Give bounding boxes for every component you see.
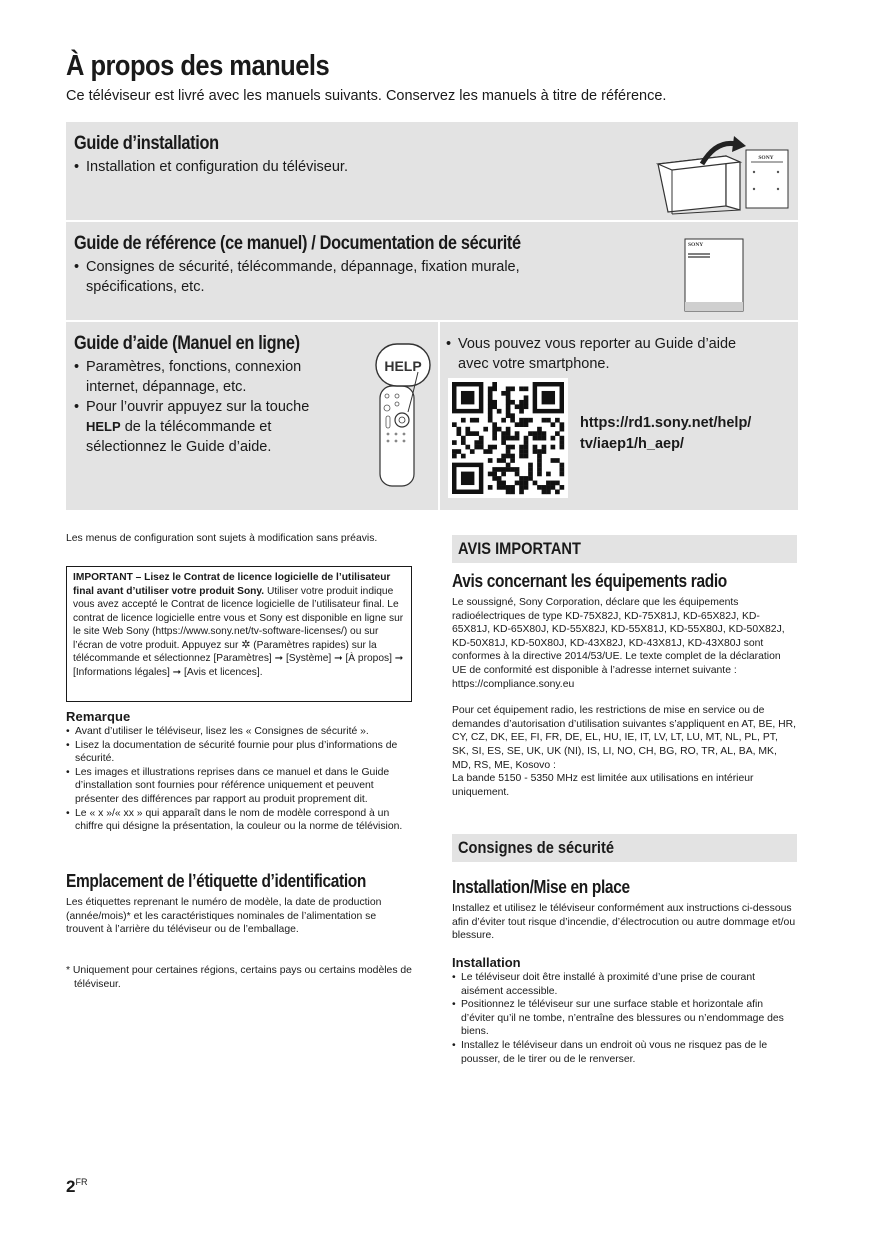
qr-module (528, 472, 533, 477)
qr-module (551, 422, 556, 427)
qr-module (506, 386, 511, 391)
guide-aide-bullet-2-line1: Pour l’ouvrir appuyez sur la touche (86, 399, 310, 415)
qr-module (483, 427, 488, 432)
qr-module (479, 440, 484, 445)
qr-module (506, 427, 511, 432)
qr-module (506, 467, 511, 472)
guide-aide-title: Guide d’aide (Manuel en ligne) (74, 333, 300, 354)
qr-module (560, 440, 565, 445)
qr-module (515, 431, 520, 436)
smartphone-text (446, 334, 786, 374)
remarque-list (66, 725, 412, 834)
install-title: Installation/Mise en place (452, 877, 630, 897)
qr-module (506, 404, 511, 409)
qr-module (497, 427, 502, 432)
qr-module (542, 431, 547, 436)
qr-module (515, 481, 520, 486)
help-key-label: HELP (86, 419, 121, 434)
remarque-item: • Lisez la documentation de sécurité fournie pour plus d’informations de sécurité. (66, 739, 412, 766)
qr-module (519, 476, 524, 481)
qr-module (456, 431, 461, 436)
qr-module (474, 440, 479, 445)
qr-module (519, 454, 524, 459)
qr-module (497, 409, 502, 414)
qr-module (524, 485, 529, 490)
qr-module (497, 485, 502, 490)
qr-module (542, 418, 547, 423)
qr-module (470, 449, 475, 454)
qr-module (479, 436, 484, 441)
install-item: • Le téléviseur doit être installé à proximité d’une prise de courant aisément accessible. (452, 971, 797, 998)
qr-module (497, 458, 502, 463)
qr-module (506, 436, 511, 441)
qr-module (519, 485, 524, 490)
etiquette-text: Les étiquettes reprenant le numéro de modèle, la date de production (année/mois)* et les caractéristiques nominales de l’alimentation se trouvent à l’arrière du téléviseur ou de l’emballage. (66, 897, 382, 936)
qr-module (465, 431, 470, 436)
qr-module (510, 458, 515, 463)
qr-module (533, 436, 538, 441)
radio-paragraph-3: La bande 5150 - 5350 MHz est limitée aux utilisations en intérieur uniquement. (452, 773, 754, 798)
qr-module (560, 467, 565, 472)
qr-module (528, 476, 533, 481)
qr-module (546, 472, 551, 477)
qr-module (452, 449, 457, 454)
manual-booklet-icon (684, 238, 746, 314)
guide-installation-brand: SONY (758, 155, 774, 161)
page-number (66, 1177, 87, 1197)
qr-module (506, 485, 511, 490)
qr-module (506, 400, 511, 405)
qr-module (515, 436, 520, 441)
etiquette-footnote: * Uniquement pour certaines régions, certains pays ou certains modèles de téléviseur. (66, 965, 412, 990)
qr-module (537, 454, 542, 459)
qr-module (560, 485, 565, 490)
page-number-value: 2 (66, 1177, 76, 1196)
radio-title: Avis concernant les équipements radio (452, 571, 727, 591)
qr-module (524, 440, 529, 445)
qr-module (519, 490, 524, 495)
qr-module (501, 481, 506, 486)
qr-module (555, 490, 560, 495)
avis-important-header (452, 535, 797, 563)
guide-installation-title: Guide d’installation (74, 133, 219, 154)
qr-module (488, 458, 493, 463)
qr-module (542, 445, 547, 450)
arrow-right-icon: ➞ (394, 653, 404, 664)
qr-module (506, 463, 511, 468)
guide-aide-bullet-2-line3: sélectionnez le Guide d’aide. (86, 439, 272, 455)
qr-module (488, 449, 493, 454)
qr-module (456, 427, 461, 432)
qr-module (560, 427, 565, 432)
guide-reference-bullet-line2: spécifications, etc. (86, 279, 205, 295)
qr-module (497, 476, 502, 481)
qr-module (560, 436, 565, 441)
qr-module (515, 404, 520, 409)
qr-module (452, 422, 457, 427)
radio-text (452, 596, 797, 799)
qr-module (465, 427, 470, 432)
guide-aide-bullet-1-line2: internet, dépannage, etc. (86, 379, 247, 395)
qr-module (501, 454, 506, 459)
qr-module (519, 404, 524, 409)
help-url-line2[interactable]: tv/iaep1/h_aep/ (580, 436, 684, 452)
qr-module (492, 431, 497, 436)
qr-module (474, 431, 479, 436)
qr-module (488, 386, 493, 391)
qr-module (555, 458, 560, 463)
guide-aide-box (66, 322, 438, 510)
guide-aide-bullet-1-line1: Paramètres, fonctions, connexion (86, 359, 302, 375)
qr-module (488, 445, 493, 450)
qr-module (560, 472, 565, 477)
qr-module (488, 409, 493, 414)
qr-module (501, 391, 506, 396)
qr-module (524, 404, 529, 409)
qr-module (456, 449, 461, 454)
qr-module (452, 454, 457, 459)
qr-module (519, 445, 524, 450)
avis-important-title: AVIS IMPORTANT (458, 539, 581, 558)
arrow-right-icon: ➞ (274, 653, 284, 664)
remarque-item: • Le « x »/« xx » qui apparaît dans le nom de modèle correspond à un chiffre qui désigne la présentation, la couleur ou la norme de télévision. (66, 807, 412, 834)
qr-module (560, 463, 565, 468)
qr-module (537, 485, 542, 490)
qr-module (488, 400, 493, 405)
qr-module (488, 395, 493, 400)
smartphone-bullet-line2: avec votre smartphone. (458, 356, 610, 372)
qr-module (474, 445, 479, 450)
install-subtitle: Installation (452, 955, 521, 970)
box-with-manual-illustration (656, 136, 796, 216)
intro-text: Ce téléviseur est livré avec les manuels suivants. Conservez les manuels à titre de référence. (66, 88, 667, 104)
qr-module (524, 436, 529, 441)
qr-module (492, 472, 497, 477)
qr-module (533, 481, 538, 486)
qr-module (510, 490, 515, 495)
guide-reference-text (74, 257, 634, 297)
qr-module (551, 458, 556, 463)
remarque-title: Remarque (66, 709, 131, 724)
guide-reference-bullet-line1: Consignes de sécurité, télécommande, dépannage, fixation murale, (86, 259, 520, 275)
qr-module (501, 440, 506, 445)
qr-module (551, 445, 556, 450)
qr-module (474, 418, 479, 423)
qr-module (542, 485, 547, 490)
qr-module (515, 422, 520, 427)
qr-module (488, 418, 493, 423)
guide-installation-bullet: • Installation et configuration du téléviseur. (74, 157, 574, 177)
qr-module (510, 467, 515, 472)
important-license-box (66, 566, 412, 702)
important-license-text-6: [Avis et licences]. (181, 666, 263, 678)
qr-module (524, 449, 529, 454)
qr-module (537, 436, 542, 441)
help-url-line1[interactable]: https://rd1.sony.net/help/ (580, 415, 752, 431)
consignes-title: Consignes de sécurité (458, 838, 614, 857)
qr-module (528, 467, 533, 472)
remarque-item: • Avant d’utiliser le téléviseur, lisez les « Consignes de sécurité ». (66, 725, 412, 739)
qr-module (510, 418, 515, 423)
qr-module (542, 449, 547, 454)
qr-module (492, 467, 497, 472)
qr-module (461, 454, 466, 459)
qr-module (461, 418, 466, 423)
qr-module (519, 422, 524, 427)
qr-module (546, 418, 551, 423)
qr-module (551, 436, 556, 441)
qr-module (537, 458, 542, 463)
guide-reference-bullet (74, 257, 634, 297)
qr-module (560, 422, 565, 427)
gear-icon: ✲ (241, 638, 251, 651)
qr-module (546, 485, 551, 490)
qr-module (519, 400, 524, 405)
guide-aide-bullet-2 (74, 397, 364, 457)
qr-module (537, 427, 542, 432)
qr-module (506, 413, 511, 418)
qr-module (506, 431, 511, 436)
qr-module (510, 485, 515, 490)
qr-module (470, 418, 475, 423)
qr-module (492, 427, 497, 432)
qr-module (515, 467, 520, 472)
qr-module (492, 404, 497, 409)
qr-module (560, 445, 565, 450)
install-item: • Installez le téléviseur dans un endroit où vous ne risquez pas de le pousser, de le tirer ou de le renverser. (452, 1039, 797, 1066)
qr-module (524, 395, 529, 400)
radio-paragraph-1: Le soussigné, Sony Corporation, déclare que les équipements radioélectriques de type KD-75X82J, KD-75X81J, KD-65X82J, KD-65X81J, KD-65X80J, KD-55X82J, KD-55X81J, KD-55X80J, KD-50X82J, KD-50X81J, KD-50X80J, KD-43X82J, KD-43X81J, KD-43X80J sont conformes à la directive 2014/53/UE. Le texte complet de la déclaration UE de conformité est disponible à l’adresse internet suivante : (452, 597, 785, 676)
smartphone-bullet (446, 334, 786, 374)
important-license-text-5: [Informations légales] (73, 666, 173, 678)
page-language: FR (75, 1177, 88, 1187)
qr-module (510, 400, 515, 405)
qr-module (506, 490, 511, 495)
qr-module (537, 463, 542, 468)
qr-module (524, 476, 529, 481)
qr-module (524, 386, 529, 391)
guide-installation-box (66, 122, 798, 220)
qr-module (492, 422, 497, 427)
qr-module (524, 481, 529, 486)
qr-module (551, 481, 556, 486)
qr-module (461, 472, 474, 485)
guide-reference-brand: SONY (688, 242, 704, 248)
qr-module (492, 445, 497, 450)
important-license-text-2: (Paramètres rapides) sur la télécommande et sélectionnez [Paramètres] (73, 639, 377, 664)
guide-reference-title: Guide de référence (ce manuel) / Documentation de sécurité (74, 233, 521, 254)
qr-module (501, 436, 506, 441)
qr-module (546, 490, 551, 495)
qr-module (524, 445, 529, 450)
qr-module (465, 445, 470, 450)
qr-module (528, 418, 533, 423)
qr-module (501, 467, 506, 472)
qr-module (492, 476, 497, 481)
qr-module (537, 467, 542, 472)
guide-installation-text (74, 157, 574, 177)
qr-module (537, 472, 542, 477)
qr-module (506, 449, 511, 454)
qr-module (533, 445, 538, 450)
page-title: À propos des manuels (66, 50, 330, 82)
qr-module (506, 391, 511, 396)
qr-module (497, 467, 502, 472)
qr-module (488, 391, 493, 396)
qr-module (506, 445, 511, 450)
qr-module (542, 490, 547, 495)
qr-module (497, 481, 502, 486)
qr-module (551, 485, 556, 490)
qr-module (501, 485, 506, 490)
qr-module (524, 422, 529, 427)
qr-module (542, 436, 547, 441)
remarque-item: • Les images et illustrations reprises dans ce manuel et dans le Guide d’installation sont fournies pour référence uniquement et peuvent présenter des différences par rapport au produit proprement dit. (66, 766, 412, 807)
qr-module (501, 431, 506, 436)
guide-aide-text (74, 357, 364, 457)
install-item: • Positionnez le téléviseur sur une surface stable et horizontale afin d’éviter qu’il ne tombe, n’entraîne des blessures ou n’endommage des biens. (452, 998, 797, 1039)
guide-reference-box (66, 222, 798, 320)
qr-module (542, 391, 555, 404)
qr-module (519, 386, 524, 391)
qr-module (492, 400, 497, 405)
arrow-right-icon: ➞ (334, 653, 343, 664)
qr-module (461, 436, 466, 441)
install-text: Installez et utilisez le téléviseur conformément aux instructions ci-dessous afin d’éviter tout risque d’incendie, d’électrocution ou autre dommage et/ou blessure. (452, 903, 796, 942)
qr-module (488, 413, 493, 418)
qr-module (506, 395, 511, 400)
radio-paragraph-2: Pour cet équipement radio, les restrictions de mise en service ou de demandes d’autorisation d’utilisation suivantes s’appliquent en AT, BE, HR, CY, CZ, DK, EE, FI, FR, DE, EL, HU, IE, IT, LV, LT, LU, MT, NL, PL, PT, SK, SI, ES, SE, UK, UK (NI), IS, LI, NO, CH, BG, RO, TR, AL, BA, MK, MD, RS, ME, Kosovo : (452, 705, 797, 771)
qr-module (524, 454, 529, 459)
important-license-text-1: Utiliser votre produit indique vous avez accepté le Contrat de licence logicielle de l’utilisateur final. Le contrat de licence logicielle entre vous et Sony est disponible en ligne sur le site Web Sony (https://www.sony.net/tv-software-licenses/) ou sur l’écran de votre produit. Appuyez sur (73, 585, 404, 651)
etiquette-title: Emplacement de l’étiquette d’identification (66, 871, 367, 891)
qr-module (506, 454, 511, 459)
qr-module (488, 485, 493, 490)
qr-module (519, 418, 524, 423)
qr-module (528, 463, 533, 468)
qr-module (452, 440, 457, 445)
qr-module (537, 431, 542, 436)
important-license-heading: IMPORTANT – Lisez le Contrat de licence logicielle de l’utilisateur final avant d’utiliser votre produit Sony. (73, 572, 391, 597)
qr-module (510, 436, 515, 441)
arrow-right-icon: ➞ (172, 666, 182, 678)
remote-help-label: HELP (384, 358, 422, 374)
consignes-header (452, 834, 797, 862)
qr-module (528, 431, 533, 436)
qr-module (510, 454, 515, 459)
qr-module (519, 409, 524, 414)
qr-module (461, 440, 466, 445)
qr-module (510, 445, 515, 450)
qr-module (533, 449, 538, 454)
qr-module (510, 386, 515, 391)
qr-module (492, 382, 497, 387)
qr-module (470, 431, 475, 436)
qr-module (461, 391, 474, 404)
qr-module (492, 386, 497, 391)
help-url-link[interactable] (580, 413, 751, 455)
config-notice: Les menus de configuration sont sujets à modification sans préavis. (66, 533, 378, 544)
qr-module (510, 413, 515, 418)
important-license-text-4: [À propos] (342, 653, 395, 664)
qr-module (515, 472, 520, 477)
qr-module (555, 418, 560, 423)
guide-aide-bullet-1 (74, 357, 364, 397)
qr-module (555, 431, 560, 436)
qr-code[interactable] (448, 378, 568, 498)
remote-control-icon (374, 342, 434, 488)
qr-module (555, 481, 560, 486)
qr-module (483, 449, 488, 454)
qr-module (533, 431, 538, 436)
qr-module (488, 472, 493, 477)
qr-module (546, 481, 551, 486)
qr-module (524, 400, 529, 405)
smartphone-bullet-line1: Vous pouvez vous reporter au Guide d’aide (458, 336, 737, 352)
guide-aide-bullet-2-line2: de la télécommande et (120, 419, 272, 435)
install-list (452, 971, 797, 1066)
qr-module (537, 449, 542, 454)
qr-module (488, 404, 493, 409)
qr-module (519, 449, 524, 454)
qr-module (506, 409, 511, 414)
qr-module (524, 418, 529, 423)
qr-module (492, 436, 497, 441)
qr-module (501, 472, 506, 477)
qr-module (519, 481, 524, 486)
qr-module (501, 418, 506, 423)
compliance-url[interactable]: https://compliance.sony.eu (452, 678, 575, 690)
qr-module (479, 445, 484, 450)
qr-module (501, 458, 506, 463)
important-license-text-3: [Système] (283, 653, 335, 664)
